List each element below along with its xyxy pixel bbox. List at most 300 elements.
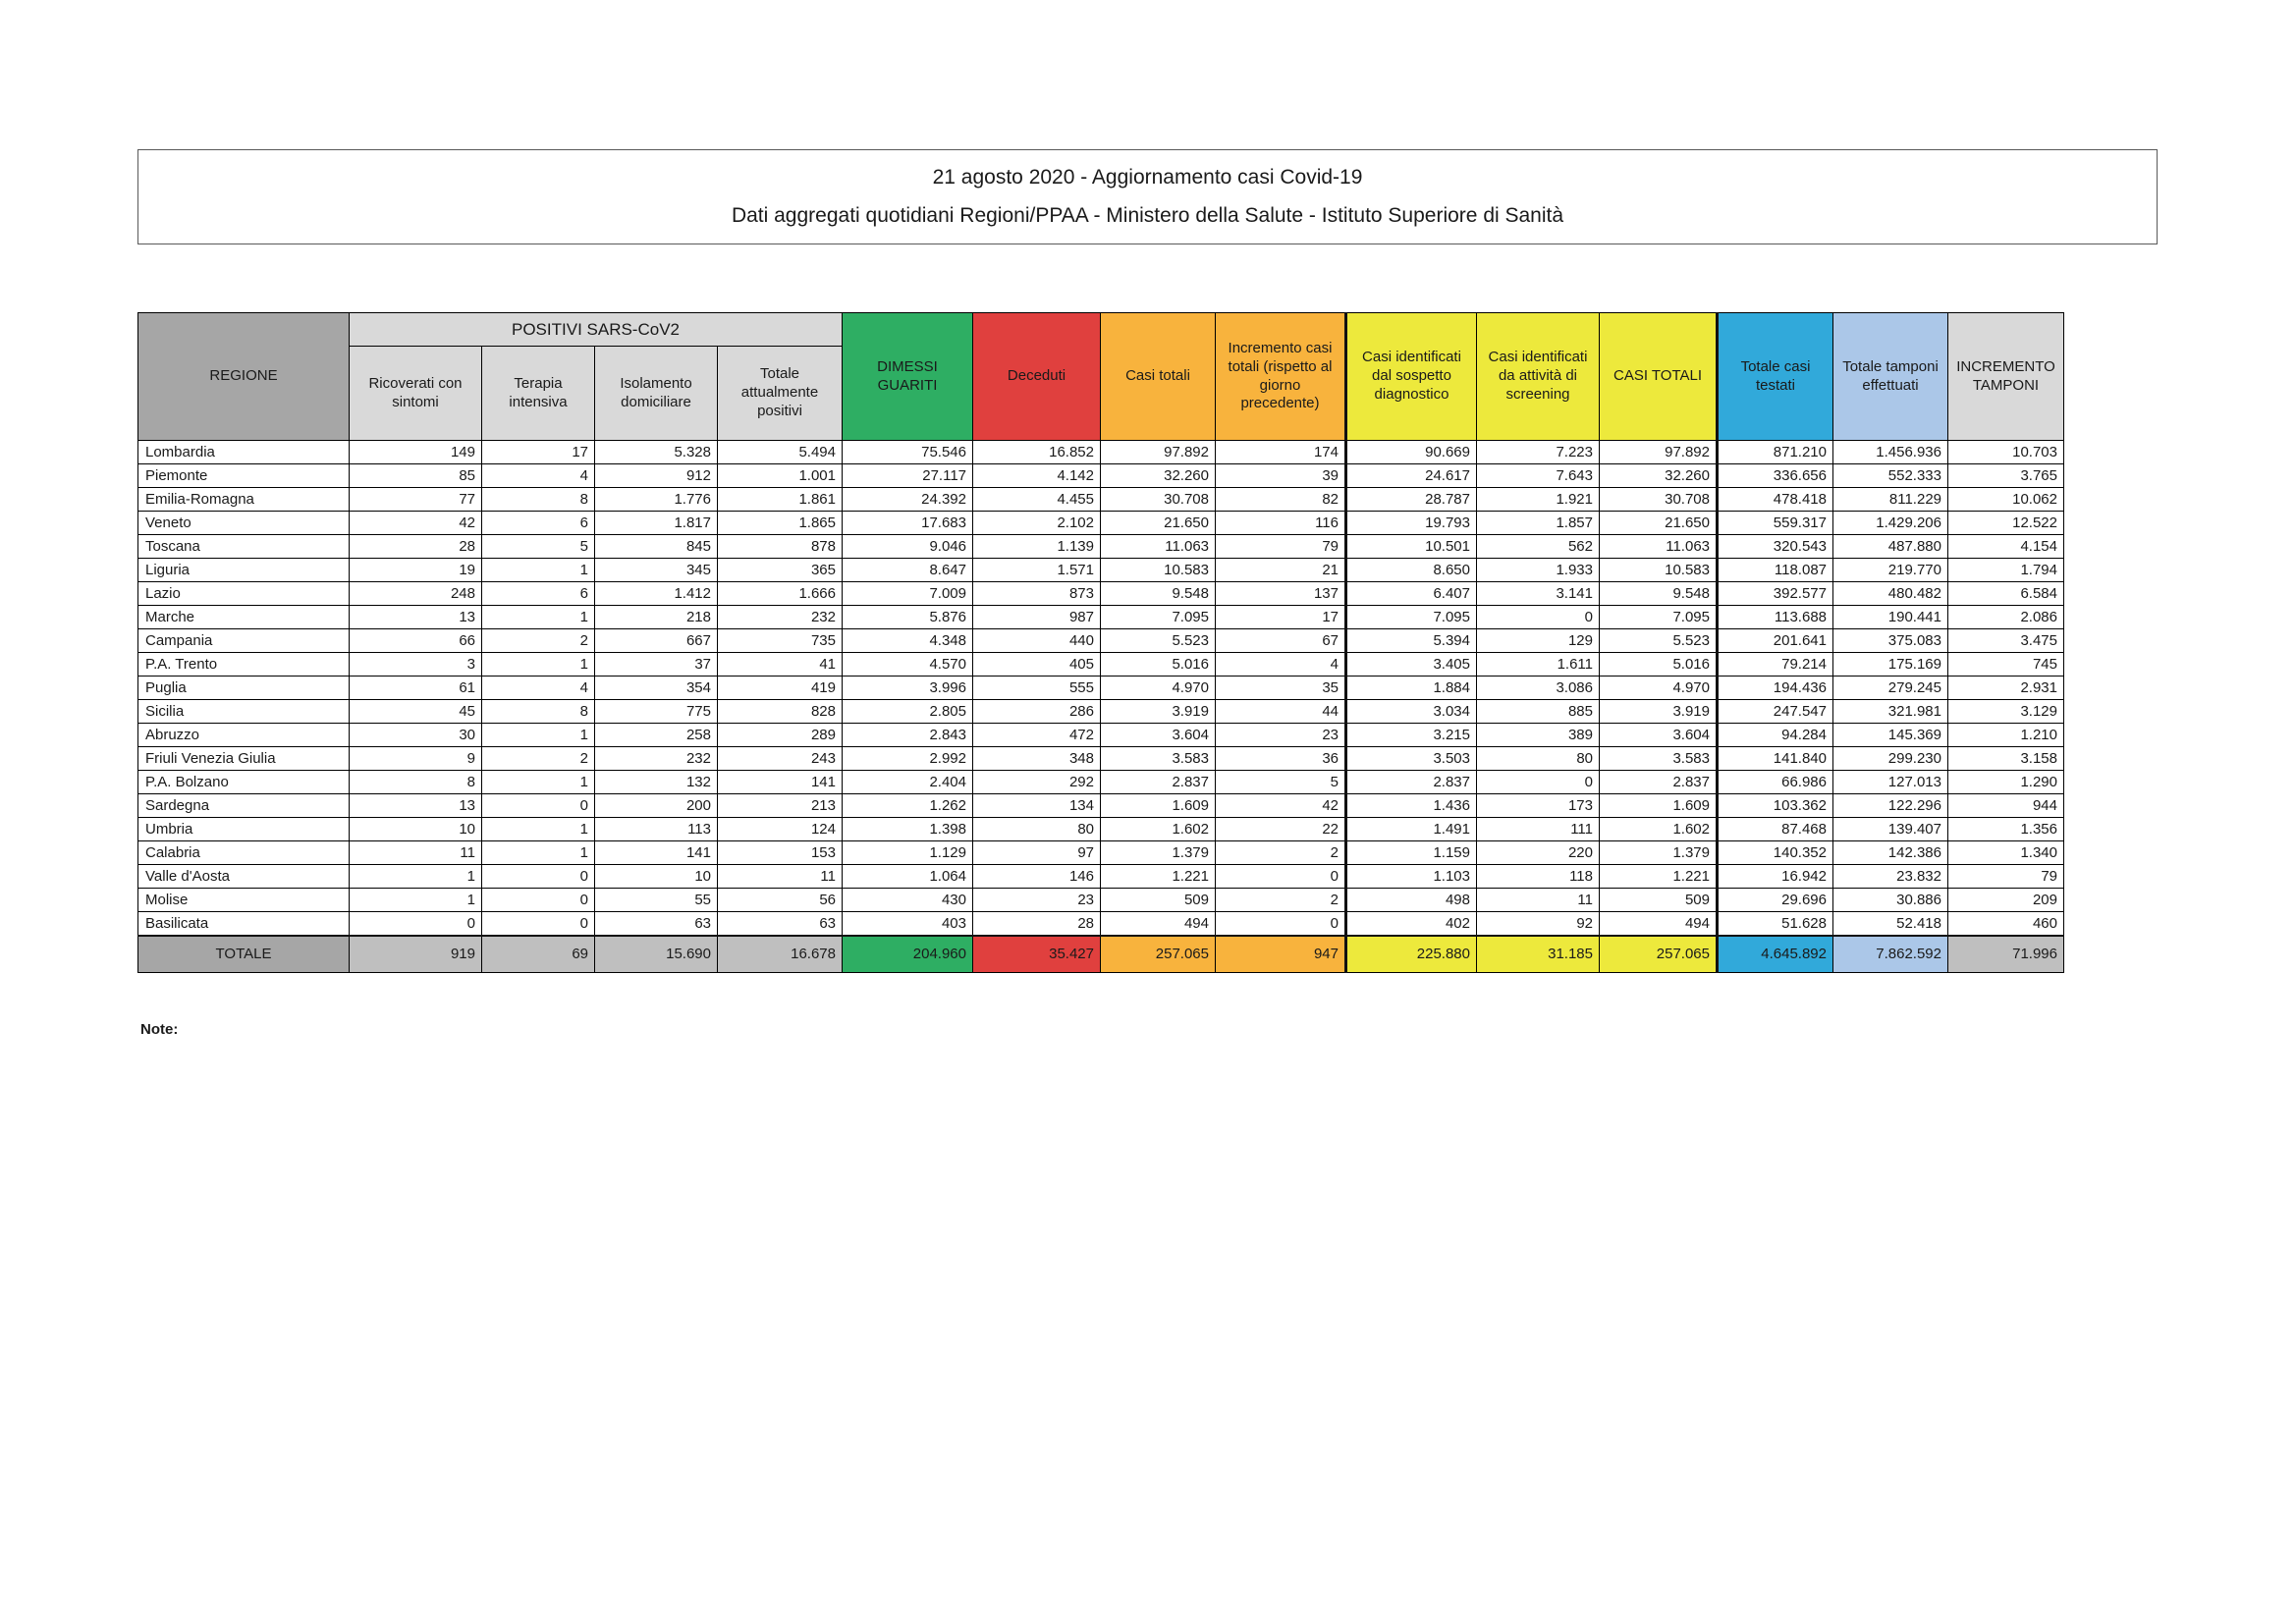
value-cell: 2.837 <box>1101 771 1216 794</box>
value-cell: 0 <box>482 794 595 818</box>
value-cell: 3.158 <box>1948 747 2064 771</box>
value-cell: 134 <box>973 794 1101 818</box>
value-cell: 10 <box>350 818 482 841</box>
table-row <box>138 865 2064 889</box>
value-cell: 3 <box>350 653 482 677</box>
col-header-totale-casi-testati: Totale casi testati <box>1718 313 1833 441</box>
value-cell: 13 <box>350 794 482 818</box>
value-cell: 2.837 <box>1600 771 1718 794</box>
value-cell: 4.348 <box>843 629 973 653</box>
value-cell: 19.793 <box>1346 512 1477 535</box>
table-row <box>138 889 2064 912</box>
value-cell: 10.583 <box>1101 559 1216 582</box>
value-cell: 1.609 <box>1600 794 1718 818</box>
value-cell: 8 <box>482 488 595 512</box>
value-cell: 5.016 <box>1600 653 1718 677</box>
value-cell: 22 <box>1216 818 1346 841</box>
value-cell: 55 <box>595 889 718 912</box>
total-value-cell: 16.678 <box>718 936 843 973</box>
value-cell: 27.117 <box>843 464 973 488</box>
total-value-cell: 31.185 <box>1477 936 1600 973</box>
value-cell: 320.543 <box>1718 535 1833 559</box>
value-cell: 845 <box>595 535 718 559</box>
value-cell: 3.129 <box>1948 700 2064 724</box>
value-cell: 23 <box>973 889 1101 912</box>
region-name-cell: P.A. Bolzano <box>138 771 350 794</box>
value-cell: 63 <box>595 912 718 936</box>
value-cell: 289 <box>718 724 843 747</box>
value-cell: 80 <box>1477 747 1600 771</box>
value-cell: 2 <box>1216 841 1346 865</box>
value-cell: 5.523 <box>1600 629 1718 653</box>
region-name-cell: Campania <box>138 629 350 653</box>
table-row <box>138 747 2064 771</box>
value-cell: 871.210 <box>1718 441 1833 464</box>
value-cell: 0 <box>350 912 482 936</box>
table-row <box>138 535 2064 559</box>
value-cell: 153 <box>718 841 843 865</box>
value-cell: 745 <box>1948 653 2064 677</box>
total-value-cell: 919 <box>350 936 482 973</box>
value-cell: 1.776 <box>595 488 718 512</box>
value-cell: 1.379 <box>1101 841 1216 865</box>
region-name-cell: Sardegna <box>138 794 350 818</box>
value-cell: 8 <box>482 700 595 724</box>
value-cell: 7.643 <box>1477 464 1600 488</box>
value-cell: 80 <box>973 818 1101 841</box>
value-cell: 32.260 <box>1600 464 1718 488</box>
value-cell: 11 <box>1477 889 1600 912</box>
value-cell: 1.210 <box>1948 724 2064 747</box>
value-cell: 472 <box>973 724 1101 747</box>
value-cell: 2.086 <box>1948 606 2064 629</box>
value-cell: 2.102 <box>973 512 1101 535</box>
value-cell: 1.429.206 <box>1833 512 1948 535</box>
value-cell: 3.475 <box>1948 629 2064 653</box>
value-cell: 1.436 <box>1346 794 1477 818</box>
value-cell: 1.159 <box>1346 841 1477 865</box>
group-header-positivi: POSITIVI SARS-CoV2 <box>350 313 843 347</box>
table-row <box>138 912 2064 936</box>
value-cell: 13 <box>350 606 482 629</box>
value-cell: 21 <box>1216 559 1346 582</box>
value-cell: 61 <box>350 677 482 700</box>
value-cell: 1 <box>482 771 595 794</box>
value-cell: 247.547 <box>1718 700 1833 724</box>
total-value-cell: 15.690 <box>595 936 718 973</box>
value-cell: 113 <box>595 818 718 841</box>
value-cell: 118 <box>1477 865 1600 889</box>
value-cell: 1 <box>482 818 595 841</box>
title-box <box>137 149 2158 244</box>
value-cell: 4 <box>482 464 595 488</box>
region-name-cell: Friuli Venezia Giulia <box>138 747 350 771</box>
value-cell: 555 <box>973 677 1101 700</box>
value-cell: 9.548 <box>1600 582 1718 606</box>
value-cell: 279.245 <box>1833 677 1948 700</box>
col-header-terapia-intensiva: Terapia intensiva <box>482 347 595 441</box>
value-cell: 873 <box>973 582 1101 606</box>
region-name-cell: Veneto <box>138 512 350 535</box>
value-cell: 3.141 <box>1477 582 1600 606</box>
value-cell: 2.404 <box>843 771 973 794</box>
value-cell: 129 <box>1477 629 1600 653</box>
value-cell: 7.095 <box>1346 606 1477 629</box>
value-cell: 142.386 <box>1833 841 1948 865</box>
total-value-cell: 4.645.892 <box>1718 936 1833 973</box>
col-header-isolamento: Isolamento domiciliare <box>595 347 718 441</box>
value-cell: 87.468 <box>1718 818 1833 841</box>
value-cell: 66.986 <box>1718 771 1833 794</box>
value-cell: 9 <box>350 747 482 771</box>
total-value-cell: 71.996 <box>1948 936 2064 973</box>
value-cell: 2.931 <box>1948 677 2064 700</box>
value-cell: 8 <box>350 771 482 794</box>
value-cell: 4 <box>1216 653 1346 677</box>
region-name-cell: Valle d'Aosta <box>138 865 350 889</box>
value-cell: 11 <box>350 841 482 865</box>
note-label: Note: <box>140 1021 179 1038</box>
value-cell: 345 <box>595 559 718 582</box>
value-cell: 11.063 <box>1101 535 1216 559</box>
value-cell: 4 <box>482 677 595 700</box>
value-cell: 3.215 <box>1346 724 1477 747</box>
table-row <box>138 441 2064 464</box>
value-cell: 3.996 <box>843 677 973 700</box>
value-cell: 3.503 <box>1346 747 1477 771</box>
value-cell: 1.103 <box>1346 865 1477 889</box>
value-cell: 1.884 <box>1346 677 1477 700</box>
value-cell: 194.436 <box>1718 677 1833 700</box>
value-cell: 39 <box>1216 464 1346 488</box>
value-cell: 5.394 <box>1346 629 1477 653</box>
covid-data-table <box>137 312 2064 973</box>
value-cell: 92 <box>1477 912 1600 936</box>
value-cell: 4.455 <box>973 488 1101 512</box>
region-name-cell: Sicilia <box>138 700 350 724</box>
value-cell: 8.647 <box>843 559 973 582</box>
value-cell: 218 <box>595 606 718 629</box>
value-cell: 1.412 <box>595 582 718 606</box>
value-cell: 42 <box>350 512 482 535</box>
value-cell: 219.770 <box>1833 559 1948 582</box>
value-cell: 402 <box>1346 912 1477 936</box>
value-cell: 139.407 <box>1833 818 1948 841</box>
table-row <box>138 653 2064 677</box>
value-cell: 141 <box>718 771 843 794</box>
value-cell: 828 <box>718 700 843 724</box>
total-value-cell: 204.960 <box>843 936 973 973</box>
value-cell: 419 <box>718 677 843 700</box>
value-cell: 1.139 <box>973 535 1101 559</box>
value-cell: 1.865 <box>718 512 843 535</box>
value-cell: 174 <box>1216 441 1346 464</box>
value-cell: 1.933 <box>1477 559 1600 582</box>
value-cell: 201.641 <box>1718 629 1833 653</box>
value-cell: 4.970 <box>1600 677 1718 700</box>
value-cell: 42 <box>1216 794 1346 818</box>
value-cell: 2.837 <box>1346 771 1477 794</box>
value-cell: 430 <box>843 889 973 912</box>
value-cell: 1 <box>482 724 595 747</box>
value-cell: 1.064 <box>843 865 973 889</box>
value-cell: 248 <box>350 582 482 606</box>
region-name-cell: Lazio <box>138 582 350 606</box>
value-cell: 6 <box>482 512 595 535</box>
value-cell: 6 <box>482 582 595 606</box>
value-cell: 190.441 <box>1833 606 1948 629</box>
table-row <box>138 559 2064 582</box>
value-cell: 478.418 <box>1718 488 1833 512</box>
value-cell: 9.046 <box>843 535 973 559</box>
value-cell: 232 <box>718 606 843 629</box>
value-cell: 36 <box>1216 747 1346 771</box>
value-cell: 12.522 <box>1948 512 2064 535</box>
value-cell: 498 <box>1346 889 1477 912</box>
value-cell: 2.992 <box>843 747 973 771</box>
value-cell: 1.857 <box>1477 512 1600 535</box>
value-cell: 1.129 <box>843 841 973 865</box>
region-name-cell: P.A. Trento <box>138 653 350 677</box>
value-cell: 10.062 <box>1948 488 2064 512</box>
value-cell: 1 <box>482 559 595 582</box>
value-cell: 213 <box>718 794 843 818</box>
value-cell: 10.501 <box>1346 535 1477 559</box>
value-cell: 299.230 <box>1833 747 1948 771</box>
value-cell: 1.379 <box>1600 841 1718 865</box>
value-cell: 243 <box>718 747 843 771</box>
value-cell: 66 <box>350 629 482 653</box>
value-cell: 137 <box>1216 582 1346 606</box>
value-cell: 1 <box>482 653 595 677</box>
value-cell: 97.892 <box>1600 441 1718 464</box>
value-cell: 122.296 <box>1833 794 1948 818</box>
value-cell: 811.229 <box>1833 488 1948 512</box>
value-cell: 145.369 <box>1833 724 1948 747</box>
table-row <box>138 794 2064 818</box>
value-cell: 52.418 <box>1833 912 1948 936</box>
table-row <box>138 818 2064 841</box>
value-cell: 487.880 <box>1833 535 1948 559</box>
value-cell: 5.016 <box>1101 653 1216 677</box>
value-cell: 5 <box>1216 771 1346 794</box>
value-cell: 97 <box>973 841 1101 865</box>
value-cell: 21.650 <box>1101 512 1216 535</box>
value-cell: 1.602 <box>1600 818 1718 841</box>
table-row <box>138 724 2064 747</box>
value-cell: 67 <box>1216 629 1346 653</box>
value-cell: 1.602 <box>1101 818 1216 841</box>
value-cell: 0 <box>482 865 595 889</box>
value-cell: 1.221 <box>1101 865 1216 889</box>
value-cell: 85 <box>350 464 482 488</box>
value-cell: 1.356 <box>1948 818 2064 841</box>
value-cell: 3.604 <box>1101 724 1216 747</box>
value-cell: 116 <box>1216 512 1346 535</box>
report-title: 21 agosto 2020 - Aggiornamento casi Covid-19 <box>932 165 1363 189</box>
value-cell: 1.921 <box>1477 488 1600 512</box>
value-cell: 232 <box>595 747 718 771</box>
value-cell: 30.886 <box>1833 889 1948 912</box>
value-cell: 77 <box>350 488 482 512</box>
value-cell: 365 <box>718 559 843 582</box>
col-header-regione: REGIONE <box>138 313 350 441</box>
col-header-attivita-screening: Casi identificati da attività di screening <box>1477 313 1600 441</box>
col-header-casi-totali: Casi totali <box>1101 313 1216 441</box>
value-cell: 1.456.936 <box>1833 441 1948 464</box>
col-header-incremento-casi: Incremento casi totali (rispetto al giorno precedente) <box>1216 313 1346 441</box>
value-cell: 17 <box>482 441 595 464</box>
col-header-totale-tamponi: Totale tamponi effettuati <box>1833 313 1948 441</box>
value-cell: 286 <box>973 700 1101 724</box>
value-cell: 440 <box>973 629 1101 653</box>
value-cell: 3.919 <box>1101 700 1216 724</box>
value-cell: 460 <box>1948 912 2064 936</box>
col-header-deceduti: Deceduti <box>973 313 1101 441</box>
value-cell: 5 <box>482 535 595 559</box>
value-cell: 11 <box>718 865 843 889</box>
value-cell: 1 <box>482 606 595 629</box>
value-cell: 0 <box>482 912 595 936</box>
value-cell: 1.611 <box>1477 653 1600 677</box>
value-cell: 11.063 <box>1600 535 1718 559</box>
value-cell: 2 <box>1216 889 1346 912</box>
value-cell: 82 <box>1216 488 1346 512</box>
value-cell: 146 <box>973 865 1101 889</box>
value-cell: 5.876 <box>843 606 973 629</box>
value-cell: 6.584 <box>1948 582 2064 606</box>
value-cell: 1 <box>350 865 482 889</box>
value-cell: 494 <box>1101 912 1216 936</box>
value-cell: 75.546 <box>843 441 973 464</box>
total-value-cell: 35.427 <box>973 936 1101 973</box>
value-cell: 79.214 <box>1718 653 1833 677</box>
value-cell: 29.696 <box>1718 889 1833 912</box>
value-cell: 0 <box>482 889 595 912</box>
table-body <box>138 441 2064 936</box>
value-cell: 7.223 <box>1477 441 1600 464</box>
value-cell: 175.169 <box>1833 653 1948 677</box>
value-cell: 140.352 <box>1718 841 1833 865</box>
value-cell: 1.861 <box>718 488 843 512</box>
value-cell: 17.683 <box>843 512 973 535</box>
col-header-attualmente-positivi: Totale attualmente positivi <box>718 347 843 441</box>
value-cell: 1.340 <box>1948 841 2064 865</box>
value-cell: 4.154 <box>1948 535 2064 559</box>
region-name-cell: Basilicata <box>138 912 350 936</box>
value-cell: 403 <box>843 912 973 936</box>
value-cell: 552.333 <box>1833 464 1948 488</box>
value-cell: 10.583 <box>1600 559 1718 582</box>
region-name-cell: Emilia-Romagna <box>138 488 350 512</box>
table-row <box>138 512 2064 535</box>
table-row <box>138 606 2064 629</box>
value-cell: 0 <box>1216 865 1346 889</box>
value-cell: 6.407 <box>1346 582 1477 606</box>
value-cell: 56 <box>718 889 843 912</box>
region-name-cell: Calabria <box>138 841 350 865</box>
value-cell: 348 <box>973 747 1101 771</box>
value-cell: 1.794 <box>1948 559 2064 582</box>
total-value-cell: 225.880 <box>1346 936 1477 973</box>
value-cell: 3.765 <box>1948 464 2064 488</box>
value-cell: 7.095 <box>1600 606 1718 629</box>
value-cell: 4.570 <box>843 653 973 677</box>
table-row <box>138 677 2064 700</box>
value-cell: 944 <box>1948 794 2064 818</box>
value-cell: 562 <box>1477 535 1600 559</box>
region-name-cell: Abruzzo <box>138 724 350 747</box>
col-header-ricoverati: Ricoverati con sintomi <box>350 347 482 441</box>
value-cell: 321.981 <box>1833 700 1948 724</box>
value-cell: 1.817 <box>595 512 718 535</box>
value-cell: 23 <box>1216 724 1346 747</box>
value-cell: 28 <box>350 535 482 559</box>
value-cell: 3.604 <box>1600 724 1718 747</box>
value-cell: 1.609 <box>1101 794 1216 818</box>
value-cell: 79 <box>1216 535 1346 559</box>
value-cell: 7.095 <box>1101 606 1216 629</box>
value-cell: 494 <box>1600 912 1718 936</box>
value-cell: 103.362 <box>1718 794 1833 818</box>
value-cell: 28 <box>973 912 1101 936</box>
value-cell: 1.491 <box>1346 818 1477 841</box>
value-cell: 44 <box>1216 700 1346 724</box>
table-row <box>138 700 2064 724</box>
value-cell: 141.840 <box>1718 747 1833 771</box>
value-cell: 509 <box>1600 889 1718 912</box>
value-cell: 1.666 <box>718 582 843 606</box>
total-value-cell: 7.862.592 <box>1833 936 1948 973</box>
report-subtitle: Dati aggregati quotidiani Regioni/PPAA - Ministero della Salute - Istituto Superiore di Sanità <box>731 204 1564 228</box>
col-header-incremento-tamponi: INCREMENTO TAMPONI <box>1948 313 2064 441</box>
value-cell: 0 <box>1216 912 1346 936</box>
total-row <box>138 936 2064 973</box>
value-cell: 30 <box>350 724 482 747</box>
value-cell: 127.013 <box>1833 771 1948 794</box>
value-cell: 141 <box>595 841 718 865</box>
value-cell: 200 <box>595 794 718 818</box>
value-cell: 4.142 <box>973 464 1101 488</box>
value-cell: 375.083 <box>1833 629 1948 653</box>
col-header-sospetto-diagnostico: Casi identificati dal sospetto diagnostico <box>1346 313 1477 441</box>
value-cell: 63 <box>718 912 843 936</box>
value-cell: 30.708 <box>1600 488 1718 512</box>
region-name-cell: Umbria <box>138 818 350 841</box>
value-cell: 7.009 <box>843 582 973 606</box>
value-cell: 1.290 <box>1948 771 2064 794</box>
value-cell: 3.034 <box>1346 700 1477 724</box>
value-cell: 389 <box>1477 724 1600 747</box>
value-cell: 173 <box>1477 794 1600 818</box>
value-cell: 9.548 <box>1101 582 1216 606</box>
value-cell: 354 <box>595 677 718 700</box>
region-name-cell: Lombardia <box>138 441 350 464</box>
region-name-cell: Puglia <box>138 677 350 700</box>
value-cell: 509 <box>1101 889 1216 912</box>
value-cell: 118.087 <box>1718 559 1833 582</box>
value-cell: 987 <box>973 606 1101 629</box>
value-cell: 336.656 <box>1718 464 1833 488</box>
value-cell: 149 <box>350 441 482 464</box>
table-row <box>138 582 2064 606</box>
value-cell: 292 <box>973 771 1101 794</box>
col-header-dimessi-guariti: DIMESSI GUARITI <box>843 313 973 441</box>
value-cell: 97.892 <box>1101 441 1216 464</box>
table-row <box>138 464 2064 488</box>
value-cell: 17 <box>1216 606 1346 629</box>
value-cell: 2.805 <box>843 700 973 724</box>
